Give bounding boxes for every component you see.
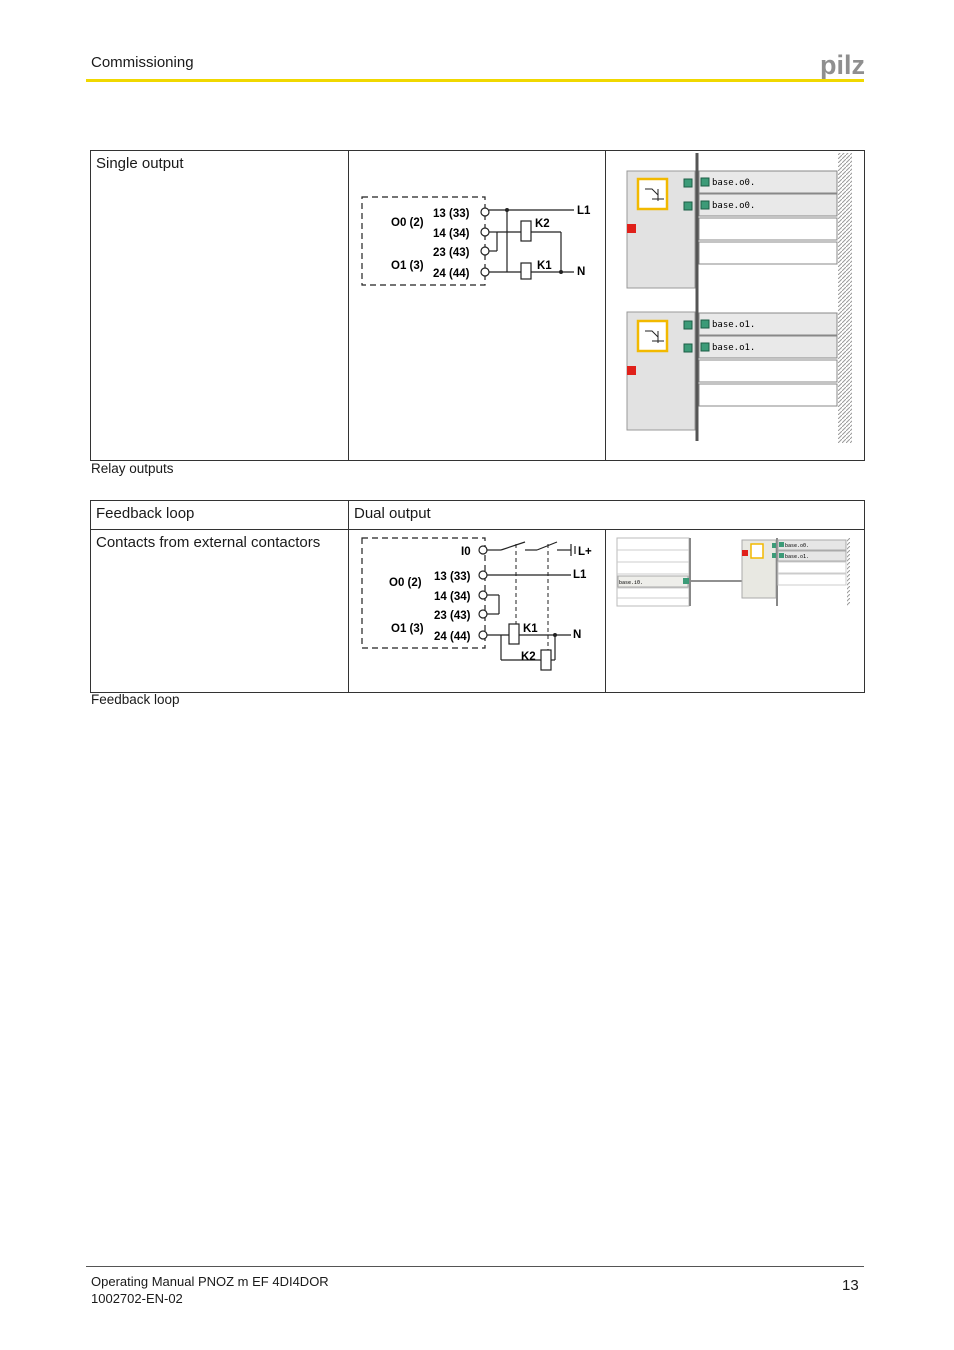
terminal-23: 23 (43) (434, 610, 471, 622)
row-base-o1-2: base.o1. (712, 343, 756, 353)
header-feedback-loop: Feedback loop (91, 501, 349, 530)
output-label-o0: O0 (2) (391, 217, 424, 229)
relay-output-config-screenshot (606, 151, 864, 456)
pilz-logo (818, 49, 866, 79)
contactor-k2: K2 (521, 651, 536, 663)
supply-l1: L1 (573, 569, 587, 581)
terminal-14: 14 (34) (434, 591, 471, 603)
output-label-o1: O1 (3) (391, 260, 424, 272)
relay-module-o0[interactable] (627, 171, 695, 288)
input-row-label: base.i0. (619, 580, 644, 586)
footer-doc-number: 1002702-EN-02 (91, 1291, 183, 1306)
supply-n: N (573, 629, 582, 641)
status-red-icon (627, 366, 636, 375)
terminal-24: 24 (44) (433, 268, 470, 280)
feedback-loop-config-screenshot (606, 530, 864, 688)
wiring-diagram-cell (349, 151, 606, 461)
contactor-k1: K1 (523, 623, 538, 635)
output-row-base-o1: base.o1. (785, 554, 810, 560)
terminal-23: 23 (43) (433, 247, 470, 259)
external-contactors-label: Contacts from external contactors (91, 530, 349, 693)
supply-n: N (577, 266, 586, 278)
header-rule (86, 79, 864, 82)
terminal-24: 24 (44) (434, 631, 471, 643)
scrollbar-hatch (838, 153, 852, 443)
relay-module-o1[interactable] (627, 312, 695, 430)
output-rows-o0[interactable] (699, 171, 837, 264)
software-config-cell (606, 151, 865, 461)
feedback-wiring-cell (349, 530, 606, 693)
supply-lplus: L+ (578, 546, 592, 558)
relay-outputs-table (90, 150, 865, 461)
caption-feedback-loop: Feedback loop (91, 692, 180, 707)
row-base-o1-1: base.o1. (712, 320, 756, 330)
supply-l1: L1 (577, 205, 591, 217)
row-base-o0-1: base.o0. (712, 178, 756, 188)
output-rows-o1[interactable] (699, 313, 837, 406)
page-section-title: Commissioning (91, 54, 194, 71)
footer-rule (86, 1266, 864, 1267)
single-output-label: Single output (91, 151, 349, 461)
status-red-icon (627, 224, 636, 233)
terminal-13: 13 (33) (434, 571, 471, 583)
terminal-14: 14 (34) (433, 228, 470, 240)
feedback-loop-table (90, 500, 865, 693)
page-number: 13 (842, 1277, 859, 1294)
output-label-o1: O1 (3) (391, 623, 424, 635)
output-row-base-o0: base.o0. (785, 543, 810, 549)
terminal-13: 13 (33) (433, 208, 470, 220)
footer-manual-title: Operating Manual PNOZ m EF 4DI4DOR (91, 1274, 329, 1289)
single-output-wiring-diagram (349, 151, 605, 456)
contactor-k1: K1 (537, 260, 552, 272)
output-label-o0: O0 (2) (389, 577, 422, 589)
caption-relay-outputs: Relay outputs (91, 461, 174, 476)
input-i0: I0 (461, 546, 471, 558)
contactor-k2: K2 (535, 218, 550, 230)
row-base-o0-2: base.o0. (712, 201, 756, 211)
logo-text: pilz (820, 50, 865, 79)
feedback-loop-wiring-diagram (349, 530, 605, 688)
header-dual-output: Dual output (349, 501, 865, 530)
feedback-config-cell (606, 530, 865, 693)
